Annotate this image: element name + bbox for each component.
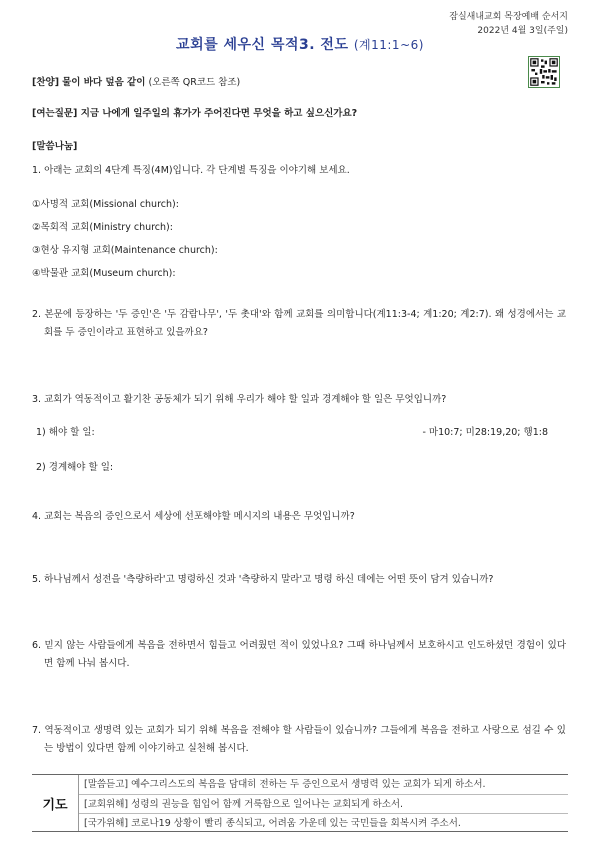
prayer-item-word: [말씀듣고] 예수그리스도의 복음을 담대히 전하는 두 증인으로서 생명력 있는 교회가 되게 하소서.: [84, 779, 486, 790]
icebreaker-line: [32, 105, 357, 119]
prayer-item-nation: [국가위해] 코로나19 상황이 빨리 종식되고, 어려움 가운데 있는 국민들을 회복시켜 주소서.: [79, 813, 568, 832]
church-name: 잠실새내교회 목장예배 순서지: [449, 12, 568, 22]
question-4: 4. 교회는 복음의 증인으로서 세상에 선포해야할 메시지의 내용은 무엇입니까?: [32, 511, 355, 522]
hymn-note: (오른쪽 QR코드 참조): [148, 77, 241, 88]
qr-code[interactable]: [528, 56, 560, 88]
question-1-item-3: ③현상 유지형 교회(Maintenance church):: [32, 245, 218, 256]
hymn-line: [32, 74, 240, 88]
prayer-label: 기도: [42, 797, 68, 813]
question-1: 1. 아래는 교회의 4단계 특징(4M)입니다. 각 단계별 특징을 이야기해 보세요.: [32, 165, 350, 176]
qr-code-icon: [529, 57, 559, 87]
question-1-item-1: ①사명적 교회(Missional church):: [32, 199, 179, 210]
prayer-list: [78, 775, 568, 831]
title-reference: (계11:1~6): [353, 38, 424, 52]
question-5: 5. 하나님께서 성전을 '측량하라'고 명령하신 것과 '측량하지 말라'고 명령 하신 데에는 어떤 뜻이 담겨 있습니까?: [32, 574, 494, 585]
prayer-box: [32, 774, 568, 832]
question-3: 3. 교회가 역동적이고 활기찬 공동체가 되기 위해 우리가 해야 할 일과 경계해야 할 일은 무엇입니까?: [32, 394, 447, 405]
question-6: 6. 믿지 않는 사람들에게 복음을 전하면서 힘들고 어려웠던 적이 있었나요? 그때 하나님께서 보호하시고 인도하셨던 경험이 있다면 함께 나눠 봅시다.: [32, 640, 566, 669]
icebreaker-tag: [여는질문]: [32, 108, 78, 119]
title-main: 교회를 세우신 목적3. 전도: [176, 37, 349, 53]
icebreaker-text: 지금 나에게 일주일의 휴가가 주어진다면 무엇을 하고 싶으신가요?: [80, 108, 358, 119]
question-3-answer-2: 2) 경계해야 할 일:: [36, 462, 114, 473]
question-1-item-2: ②목회적 교회(Ministry church):: [32, 222, 173, 233]
question-3-answer-1: 1) 해야 할 일:: [36, 427, 95, 438]
question-7: 7. 역동적이고 생명력 있는 교회가 되기 위해 복음을 전해야 할 사람들이 있습니까? 그들에게 복음을 전하고 사랑으로 섬길 수 있는 방법이 있다면 함께 이야기하고 실천해 봅시다.: [32, 725, 566, 754]
hymn-tag: [찬양]: [32, 77, 60, 88]
question-3-answer-1-reference: - 마10:7; 미28:19,20; 행1:8: [422, 427, 548, 438]
page-title: [0, 34, 600, 54]
prayer-item-church: [교회위해] 성령의 권능을 힘입어 함께 거룩함으로 일어나는 교회되게 하소서.: [79, 794, 568, 813]
hymn-title: 물이 바다 덮음 같이: [62, 77, 146, 88]
word-sharing-heading: [말씀나눔]: [32, 141, 78, 152]
question-1-item-4: ④박물관 교회(Museum church):: [32, 268, 176, 279]
question-2: 2. 본문에 등장하는 '두 증인'은 '두 감람나무', '두 촛대'와 함께 교회를 의미합니다(계11:3-4; 계1:20; 계2:7). 왜 성경에서는 교회를 두 증인이라고 표현하고 있을까요?: [32, 309, 566, 338]
service-date: 2022년 4월 3일(주일): [477, 26, 568, 36]
